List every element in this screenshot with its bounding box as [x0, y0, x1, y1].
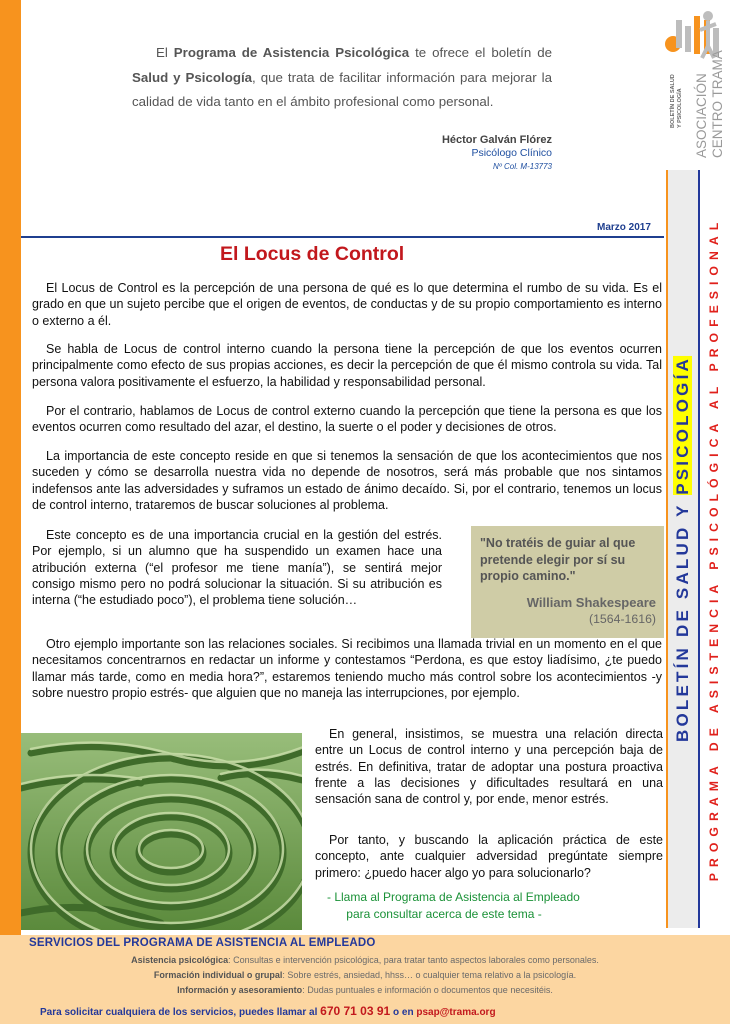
paragraph-5: Este concepto es de una importancia crucial en la gestión del estrés. Por ejemplo, si un alumno que ha suspendido un examen hace una atribución externa (“el profesor me tiene manía”), se sentirá mejor consigo mismo pero no podrá solucionar la situación. Si su atribución es interna (“he estudiado poco”), el problema tiene solución… [32, 528, 442, 608]
service-information: Información y asesoramiento: Dudas puntuales e información o documentos que necesitéis. [177, 985, 553, 995]
contact-line: Para solicitar cualquiera de los servicios, puedes llamar al 670 71 03 91 o en psap@trama.org [40, 1004, 496, 1018]
issue-date: Marzo 2017 [597, 222, 651, 233]
svg-text:BOLETÍN DE SALUD: BOLETÍN DE SALUD [670, 74, 676, 128]
email-link[interactable]: psap@trama.org [416, 1007, 496, 1018]
svg-text:ASOCIACIÓN: ASOCIACIÓN [694, 73, 709, 158]
author-role: Psicólogo Clínico [471, 147, 552, 159]
sidebar-program-title: PROGRAMA DE ASISTENCIA PSICOLÓGICA AL PROFESIONAL [707, 216, 721, 882]
header-rule [21, 236, 664, 238]
sidebar-bulletin-title: BOLETÍN DE SALUD Y PSICOLOGÍA [673, 356, 692, 742]
cta-line-1: - Llama al Programa de Asistencia al Empleado [327, 890, 580, 904]
paragraph-4: La importancia de este concepto reside en que si tenemos la sensación de que los acontecimientos que nos suceden y cómo se desarrolla nuestra vida no depende de nosotros, será más probable que nos sintamos indefensos ante las adversidades y suframos un estado de ánimo decaído. Si, por el contrario, tenemos un locus de control interno, trataremos de buscar soluciones al problema. [32, 449, 662, 512]
service-training: Formación individual o grupal: Sobre estrés, ansiedad, hhss… o cualquier tema relativo a la psicología. [153, 970, 577, 980]
services-footer [0, 935, 730, 1024]
svg-text:Y PSICOLOGÍA: Y PSICOLOGÍA [677, 88, 683, 128]
intro-text: El Programa de Asistencia Psicológica te ofrece el boletín de Salud y Psicología, que trata de facilitar información para mejorar la calidad de vida tanto en el ámbito profesional como personal. [132, 45, 552, 109]
quote-box [471, 526, 664, 638]
hedge-maze-image [21, 733, 302, 930]
trama-logo [664, 8, 726, 158]
bulletin-sidebar [666, 170, 728, 928]
left-accent-bar [0, 0, 21, 1024]
footer-title: SERVICIOS DEL PROGRAMA DE ASISTENCIA AL EMPLEADO [29, 937, 376, 949]
paragraph-8: Por tanto, y buscando la aplicación práctica de este concepto, ante cualquier adversidad pregúntate siempre primero: ¿puedo hacer algo yo para solucionarlo? [315, 833, 663, 880]
quote-author: William Shakespeare [526, 594, 656, 610]
paragraph-2: Se habla de Locus de control interno cuando la persona tiene la percepción de que los eventos ocurren principalmente como efecto de sus propias acciones, es decir la percepción de que él mismo controla su vida. Tal persona valora positivamente el esfuerzo, la habilidad y responsabilidad personal. [32, 342, 662, 389]
cta-line-2: para consultar acerca de este tema - [346, 907, 542, 921]
paragraph-6: Otro ejemplo importante son las relaciones sociales. Si recibimos una llamada trivial en un momento en el que necesitamos concentrarnos en redactar un informe y contestamos “Perdona, es que estoy liadísimo, ¿te puedo llamar más tarde, como en media hora?”, estaremos teniendo mucho más control sobre los acontecimientos -y sobre nuestro propio estrés- que alguien que no maneja las interrupciones, por ejemplo. [32, 637, 662, 700]
author-registration: Nº Col. M-13773 [493, 162, 552, 171]
author-signature [442, 133, 552, 174]
quote-years: (1564-1616) [589, 611, 656, 626]
phone-number[interactable]: 670 71 03 91 [320, 1004, 391, 1018]
service-psychological: Asistencia psicológica: Consultas e intervención psicológica, para tratar tanto aspectos laborales como personales. [131, 955, 599, 965]
paragraph-7: En general, insistimos, se muestra una relación directa entre un Locus de control interno y una percepción baja de estrés. En definitiva, tratar de adoptar una postura proactiva frente a las decisiones y dificultades resultará en una sensación sana de control y, por ende, menor estrés. [315, 727, 663, 807]
call-to-action [327, 889, 597, 923]
article-title: El Locus de Control [220, 243, 405, 265]
svg-text:CENTRO TRAMA: CENTRO TRAMA [710, 50, 725, 158]
paragraph-1: El Locus de Control es la percepción de una persona de qué es lo que determina el rumbo de su vida. Es el grado en que un sujeto percibe que el origen de eventos, de conductas y de su propio comportamiento es interno o externo a él. [32, 281, 662, 328]
quote-text: "No tratéis de guiar al que pretende elegir por sí su propio camino." [480, 536, 636, 583]
paragraph-3: Por el contrario, hablamos de Locus de control externo cuando la percepción que tiene la persona es que los eventos ocurren como resultado del azar, el destino, la suerte o el poder y decisiones de otros. [32, 404, 662, 435]
author-name: Héctor Galván Flórez [441, 134, 552, 146]
